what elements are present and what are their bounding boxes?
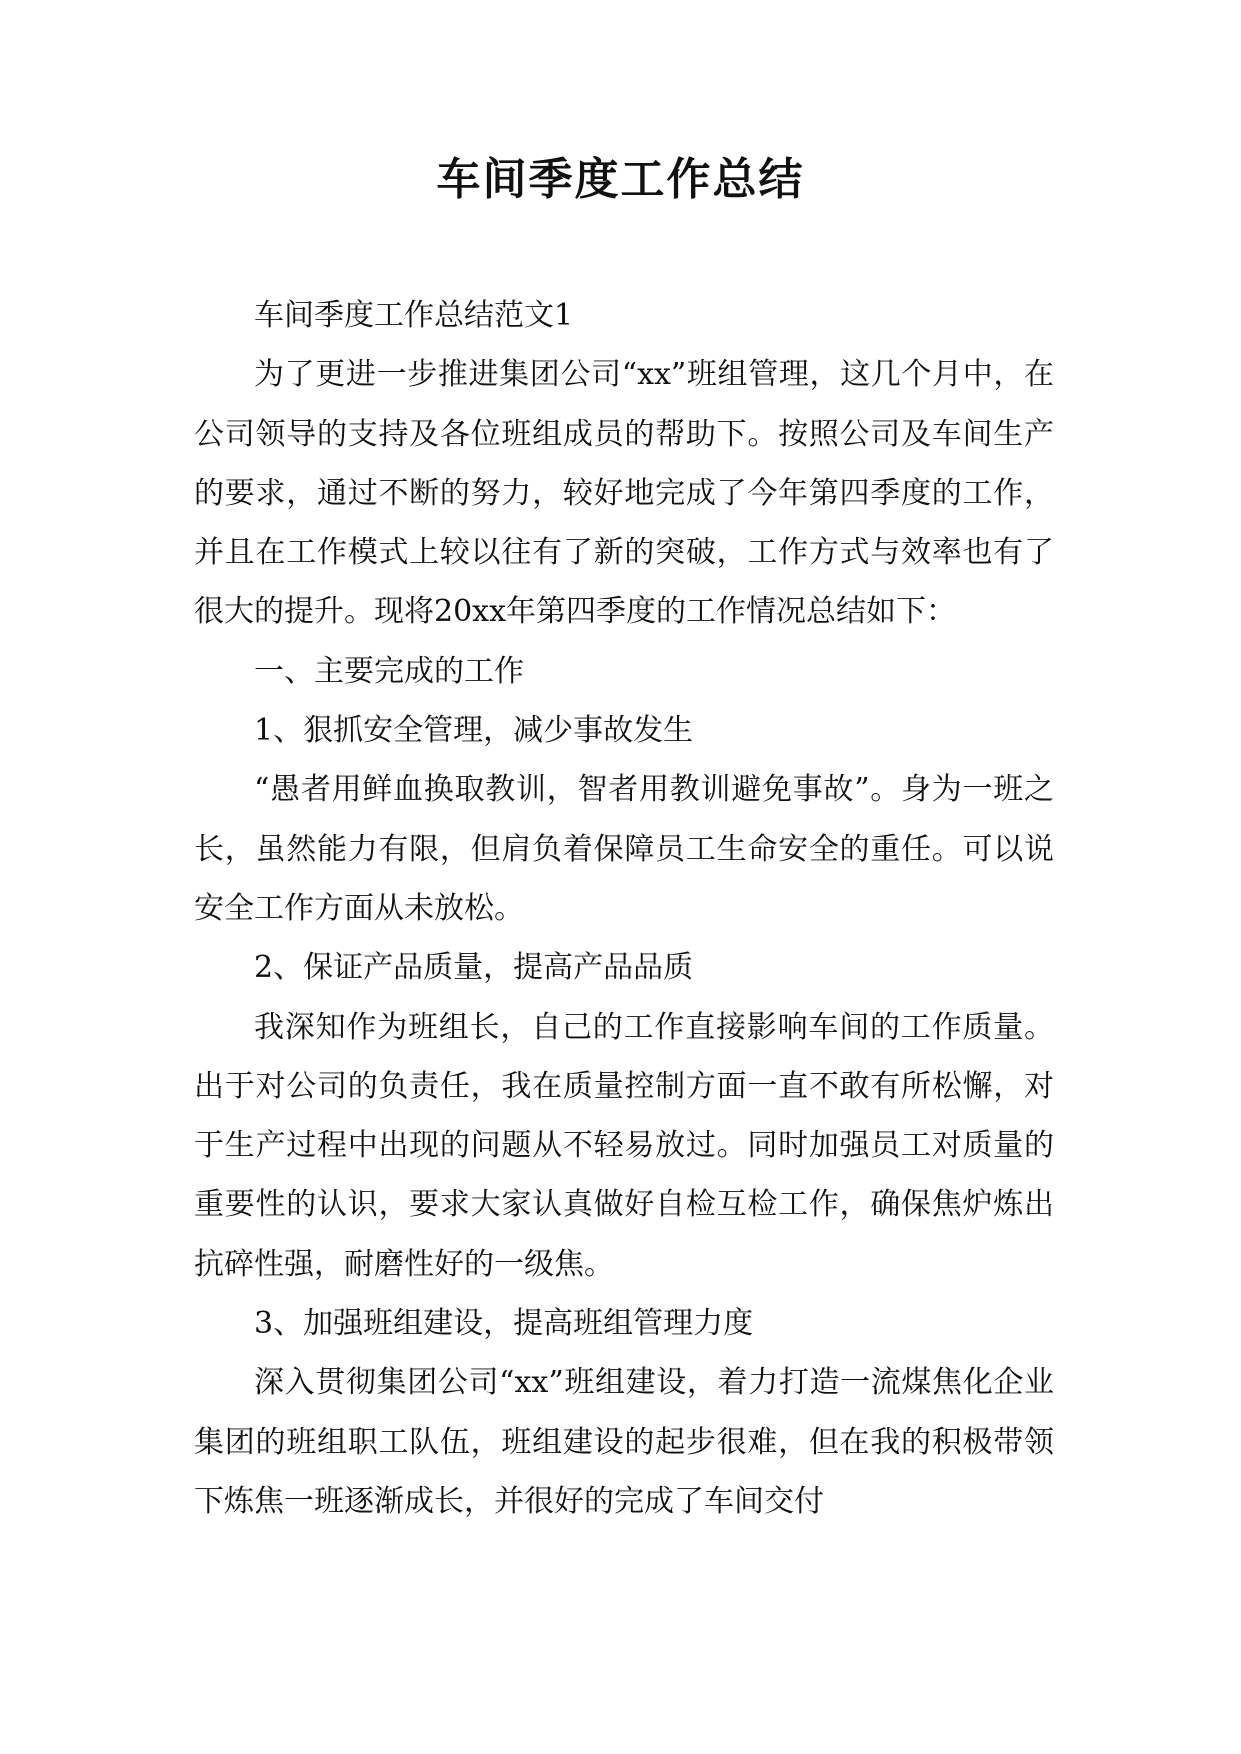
section-heading: 一、主要完成的工作 <box>254 653 524 689</box>
item-heading-1: 1、狠抓安全管理，减少事故发生 <box>254 713 694 749</box>
item-heading-2: 2、保证产品质量，提高产品品质 <box>254 950 694 986</box>
document-body <box>194 286 1054 1531</box>
paragraph-team-building: 深入贯彻集团公司“xx”班组建设，着力打造一流煤焦化企业集团的班组职工队伍，班组建设的起步很难，但在我的积极带领下炼焦一班逐渐成长，并很好的完成了车间交付 <box>194 1365 1054 1519</box>
paragraph-subtitle: 车间季度工作总结范文1 <box>254 298 574 333</box>
document-title: 车间季度工作总结 <box>436 154 805 205</box>
paragraph-safety: “愚者用鲜血换取教训，智者用教训避免事故”。身为一班之长，虽然能力有限，但肩负着保障员工生命安全的重任。可以说安全工作方面从未放松。 <box>194 772 1054 926</box>
paragraph-quality: 我深知作为班组长，自己的工作直接影响车间的工作质量。出于对公司的负责任，我在质量控制方面一直不敢有所松懈，对于生产过程中出现的问题从不轻易放过。同时加强员工对质量的重要性的认识，要求大家认真做好自检互检工作，确保焦炉炼出抗碎性强，耐磨性好的一级焦。 <box>194 1009 1054 1282</box>
paragraph-intro: 为了更进一步推进集团公司“xx”班组管理，这几个月中，在公司领导的支持及各位班组成员的帮助下。按照公司及车间生产的要求，通过不断的努力，较好地完成了今年第四季度的工作，并且在工作模式上较以往有了新的突破，工作方式与效率也有了很大的提升。现将20xx年第四季度的工作情况总结如下： <box>194 357 1054 630</box>
item-heading-3: 3、加强班组建设，提高班组管理力度 <box>254 1306 754 1342</box>
